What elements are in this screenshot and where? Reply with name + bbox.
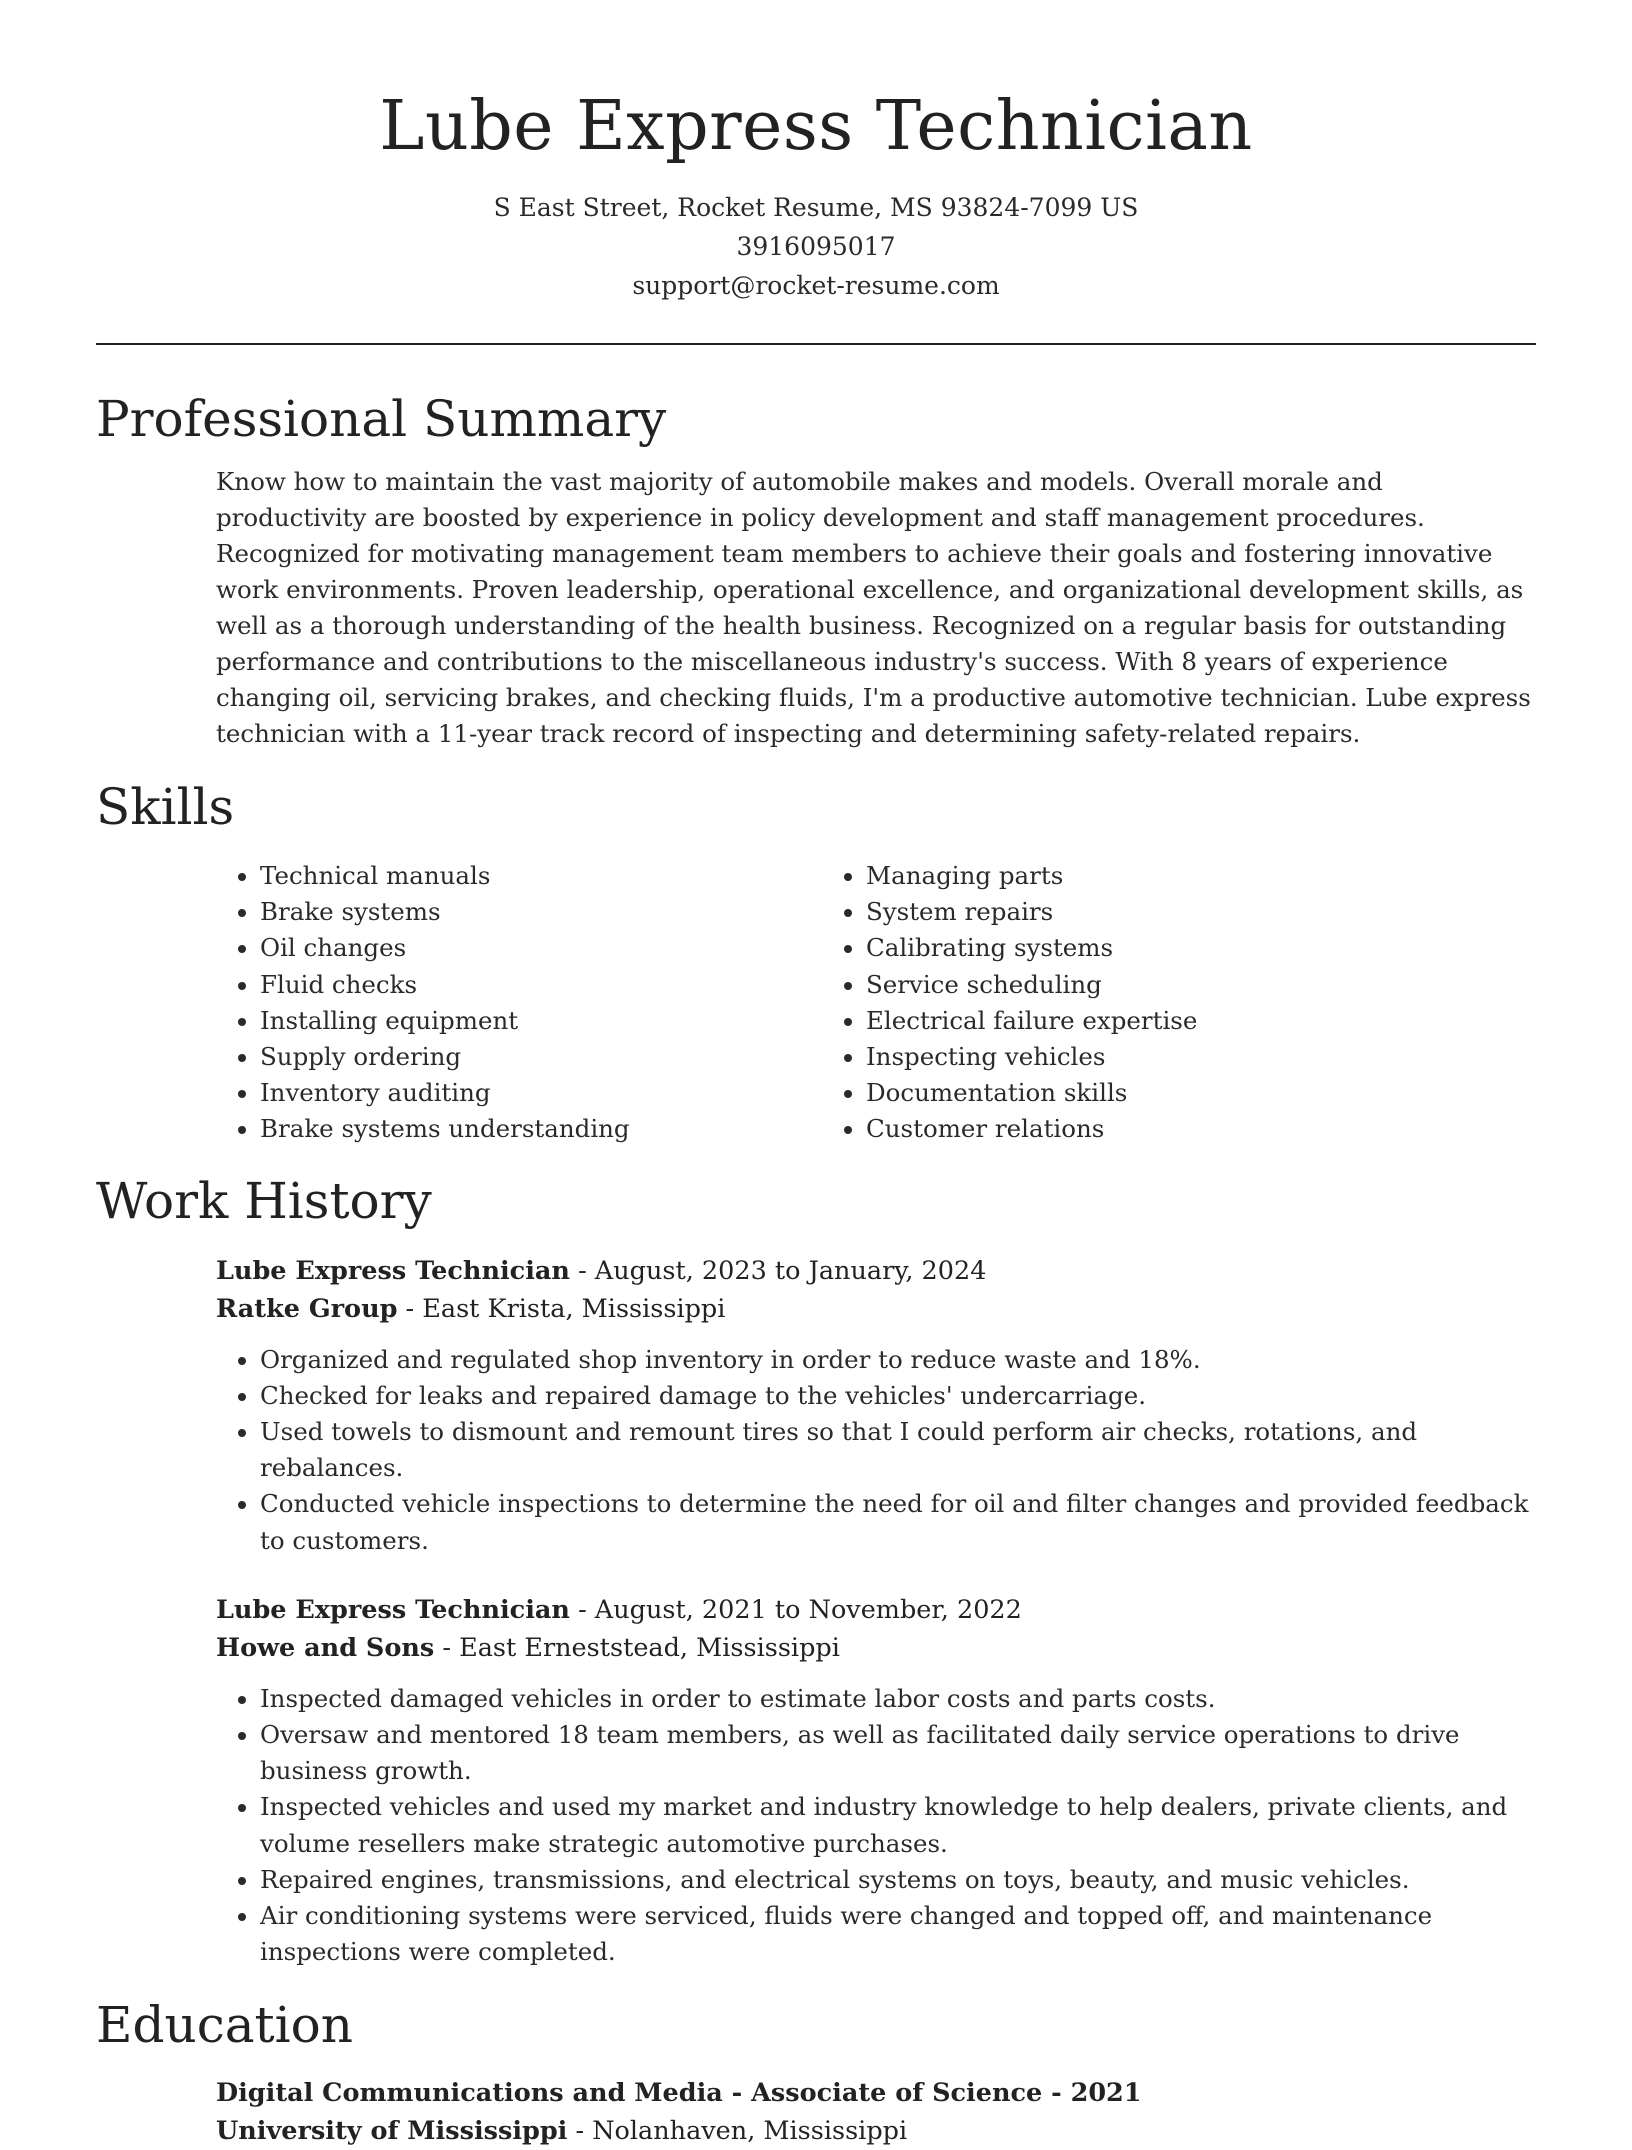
contact-address: S East Street, Rocket Resume, MS 93824-7099 US [493, 193, 1139, 222]
summary-text: Know how to maintain the vast majority of automobile makes and models. Overall morale and productivity are boosted by experience in policy development and staff management procedures. Recognized for motivating management team members to achieve their goals and fostering innovative work environments. Proven leadership, operational excellence, and organizational development skills, as well as a thorough understanding of the health business. Recognized on a regular basis for outstanding performance and contributions to the miscellaneous industry's success. With 8 years of experience changing oil, servicing brakes, and checking fluids, I'm a productive automotive technician. Lube express technician with a 11-year track record of inspecting and determining safety-related repairs. [216, 467, 1531, 748]
job-company-line [216, 1629, 1536, 1667]
education-heading: Education [96, 1996, 353, 2055]
header-divider [96, 343, 1536, 345]
skill-item: • Service scheduling [866, 967, 1536, 1003]
job-dates: - August, 2023 to January, 2024 [569, 1255, 987, 1286]
resume-name: Lube Express Technician [379, 87, 1253, 166]
job-bullet: • Used towels to dismount and remount tires so that I could perform air checks, rotations, and rebalances. [260, 1414, 1536, 1486]
job-location: - East Erneststead, Mississippi [434, 1632, 840, 1663]
contact-phone: 3916095017 [736, 232, 896, 261]
resume-page [96, 0, 1536, 2150]
job-bullet: • Conducted vehicle inspections to determine the need for oil and filter changes and provided feedback to customers. [260, 1486, 1536, 1558]
skill-item: • Brake systems [260, 894, 822, 930]
skills-list [216, 858, 1536, 1148]
skill-item: • Brake systems understanding [260, 1111, 822, 1147]
skill-item: • System repairs [866, 894, 1536, 930]
skills-column-2 [822, 858, 1536, 1148]
education-school-line [216, 2112, 1536, 2150]
job-bullet: • Inspected damaged vehicles in order to estimate labor costs and parts costs. [260, 1681, 1536, 1717]
job-company-line [216, 1290, 1536, 1328]
contact-block [96, 188, 1536, 305]
skill-item: • Fluid checks [260, 967, 822, 1003]
job-bullet: • Inspected vehicles and used my market and industry knowledge to help dealers, private clients, and volume resellers make strategic automotive purchases. [260, 1789, 1536, 1861]
education-school: University of Mississippi [216, 2116, 568, 2147]
job-bullet: • Organized and regulated shop inventory in order to reduce waste and 18%. [260, 1342, 1536, 1378]
job-bullet: • Air conditioning systems were serviced, fluids were changed and topped off, and maintenance inspections were completed. [260, 1898, 1536, 1970]
job-bullet: • Checked for leaks and repaired damage to the vehicles' undercarriage. [260, 1378, 1536, 1414]
job-entry [216, 1252, 1536, 1559]
job-bullets [216, 1681, 1536, 1971]
summary-heading: Professional Summary [96, 390, 667, 448]
job-role: Lube Express Technician [216, 1594, 570, 1625]
skill-item: • Installing equipment [260, 1003, 822, 1039]
job-title-line [216, 1252, 1536, 1290]
skill-item: • Supply ordering [260, 1039, 822, 1075]
job-company: Howe and Sons [216, 1632, 435, 1663]
education-location: - Nolanhaven, Mississippi [567, 2116, 908, 2147]
job-location: - East Krista, Mississippi [397, 1293, 726, 1324]
skill-item: • Electrical failure expertise [866, 1003, 1536, 1039]
job-bullets [216, 1342, 1536, 1559]
skill-item: • Oil changes [260, 930, 822, 966]
job-title-line [216, 1591, 1536, 1629]
job-role: Lube Express Technician [216, 1255, 570, 1286]
education-degree: Digital Communications and Media - Associate of Science - 2021 [216, 2078, 1142, 2109]
work-history-heading: Work History [96, 1171, 432, 1230]
skills-column-1 [216, 858, 822, 1148]
skill-item: • Documentation skills [866, 1075, 1536, 1111]
skill-item: • Customer relations [866, 1111, 1536, 1147]
job-bullet: • Oversaw and mentored 18 team members, as well as facilitated daily service operations to drive business growth. [260, 1717, 1536, 1789]
skill-item: • Inventory auditing [260, 1075, 822, 1111]
job-bullet: • Repaired engines, transmissions, and electrical systems on toys, beauty, and music vehicles. [260, 1862, 1536, 1898]
skill-item: • Technical manuals [260, 858, 822, 894]
skill-item: • Calibrating systems [866, 930, 1536, 966]
job-company: Ratke Group [216, 1293, 398, 1324]
job-entry [216, 1591, 1536, 1971]
skill-item: • Managing parts [866, 858, 1536, 894]
education-entry [216, 2074, 1536, 2150]
job-dates: - August, 2021 to November, 2022 [569, 1594, 1022, 1625]
skill-item: • Inspecting vehicles [866, 1039, 1536, 1075]
contact-email: support@rocket-resume.com [632, 271, 1000, 300]
skills-heading: Skills [96, 778, 235, 836]
